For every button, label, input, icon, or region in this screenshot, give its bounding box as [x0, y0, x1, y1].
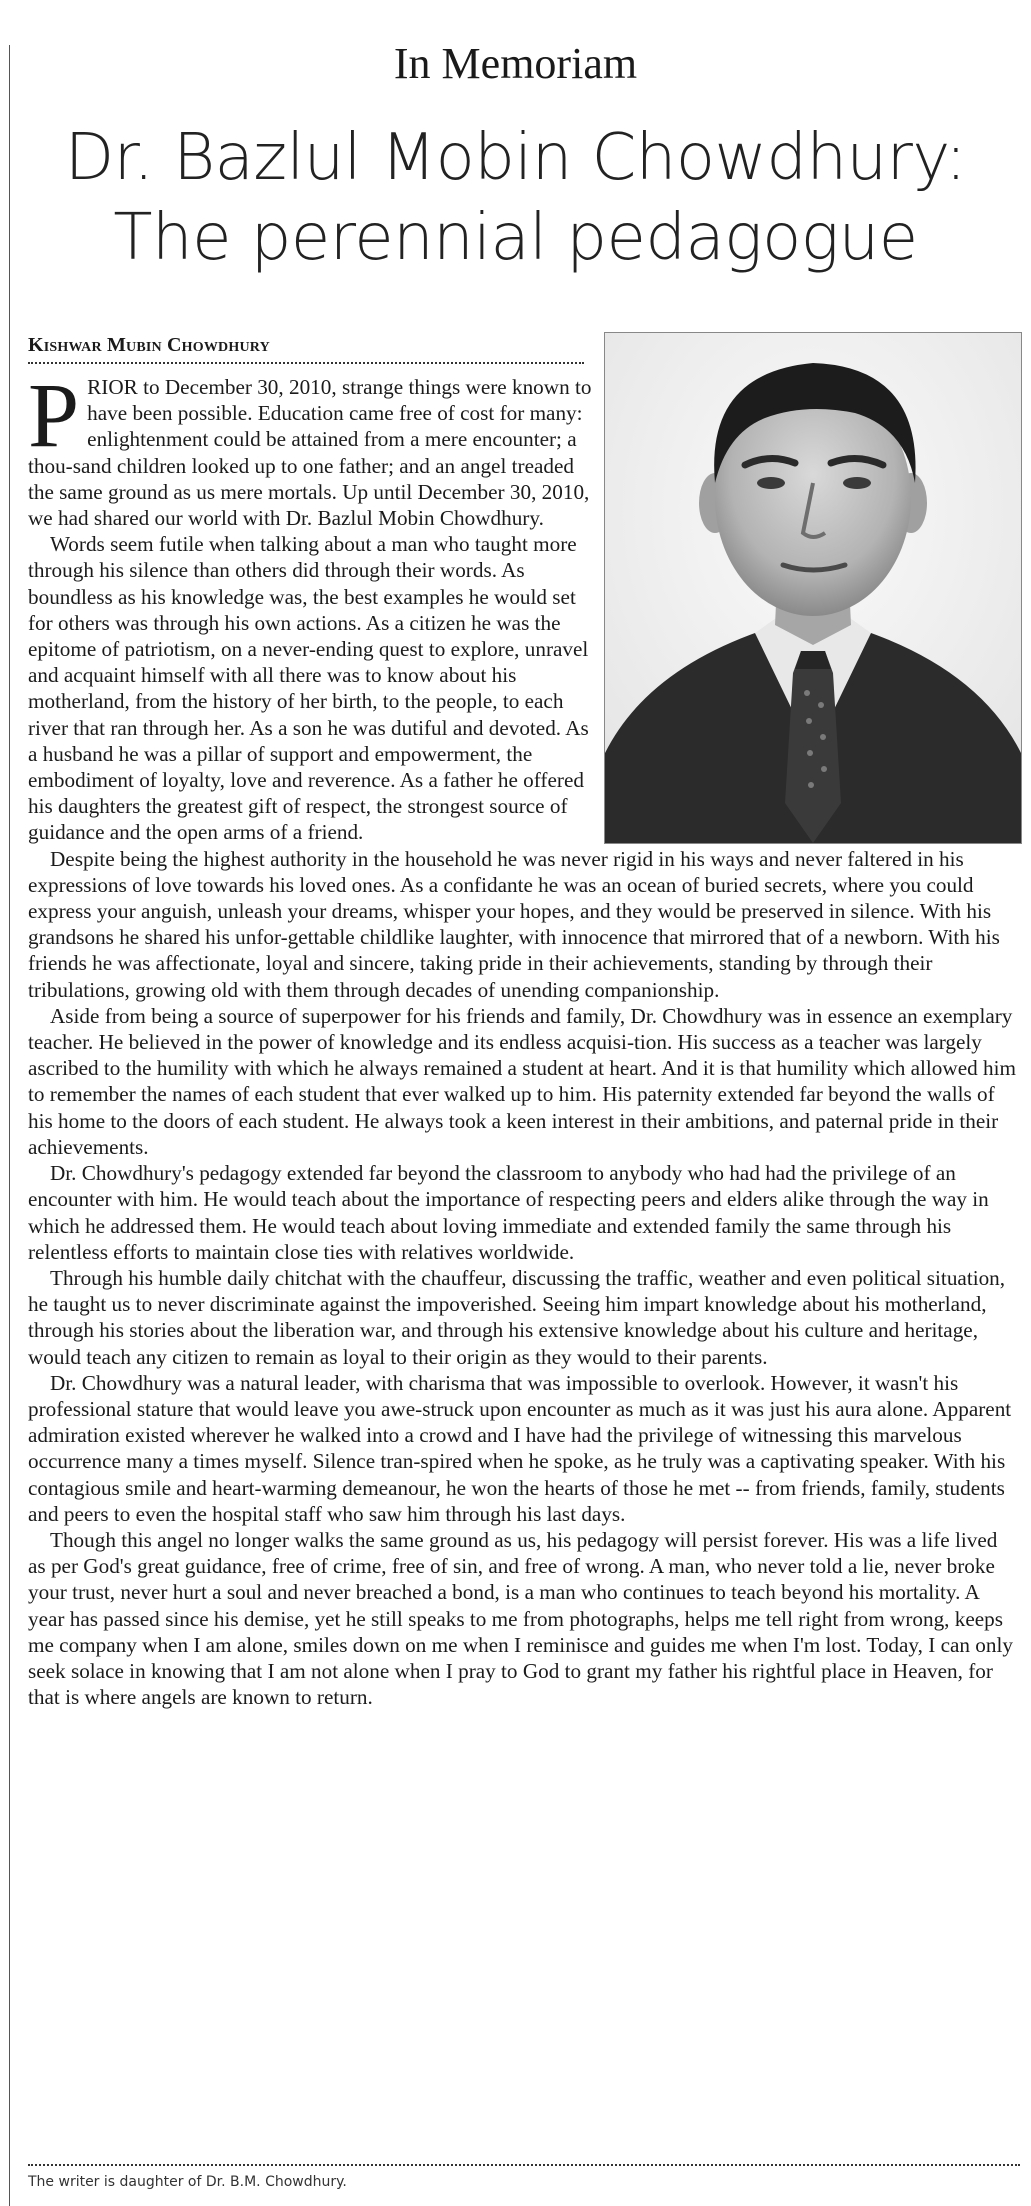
byline-divider — [28, 362, 584, 364]
photo-wrap-spacer — [594, 374, 1020, 844]
paragraph-8: Though this angel no longer walks the same ground as us, his pedagogy will persist forever. His was a life lived as per God's great guidance, free of crime, free of sin, and free of wrong. A man, who never told a lie, never broke your trust, never hurt a soul and never breached a bond, is a man who continues to teach beyond his mortality. A year has passed since his demise, yet he still speaks to me from photographs, helps me tell right from wrong, keeps me company when I am alone, smiles down on me when I reminisce and guides me when I'm lost. Today, I can only seek solace in knowing that I am not alone when I pray to God to grant my father his rightful place in Heaven, for that is where angels are known to return. — [28, 1527, 1013, 1710]
paragraph-3: Despite being the highest authority in the household he was never rigid in his ways and never faltered in his expressions of love towards his loved ones. As a confidante he was an ocean of buried secrets, where you could express your anguish, unleash your dreams, whisper your hopes, and they would be preserved in silence. With his grandsons he shared his unfor-gettable childlike laughter, with innocence that mirrored that of a newborn. With his friends he was affectionate, loyal and sincere, taking pride in their achievements, standing by through their tribulations, growing old with them through decades of unending companionship. — [28, 846, 1000, 1002]
byline: Kishwar Mubin Chowdhury — [28, 334, 270, 356]
article-body — [28, 364, 1020, 1710]
paragraph-1-text: RIOR to December 30, 2010, strange things were known to have been possible. Education came free of cost for many: enlightenment could be attained from a mere encounter; a thou-sand children looked up to one father; and an angel treaded the same ground as us mere mortals. Up until December 30, 2010, we had shared our world with Dr. Bazlul Mobin Chowdhury. — [28, 375, 592, 531]
headline-line-1: Dr. Bazlul Mobin Chowdhury: — [64, 121, 967, 195]
paragraph-5: Dr. Chowdhury's pedagogy extended far beyond the classroom to anybody who had had the privilege of an encounter with him. He would teach about the importance of respecting peers and elders alike through the way in which he addressed them. He would teach about loving immediate and extended family the same through his relentless efforts to maintain close ties with relatives worldwide. — [28, 1161, 989, 1264]
paragraph-7: Dr. Chowdhury was a natural leader, with charisma that was impossible to overlook. However, it wasn't his professional stature that would leave you awe-struck upon encounter as much as it was just his aura alone. Apparent admiration existed wherever he walked into a crowd and I have had the privilege of witnessing this marvelous occurrence many a times myself. Silence tran-spired when he spoke, as he truly was a captivating speaker. With his contagious smile and heart-warming demeanour, he won the hearts of those he met -- from friends, family, students and peers to even the hospital staff who saw him through his last days. — [28, 1370, 1012, 1526]
headline — [0, 118, 1031, 278]
author-note: The writer is daughter of Dr. B.M. Chowdhury. — [28, 2174, 347, 2190]
drop-cap: P — [28, 364, 80, 466]
footer-divider — [28, 2164, 1020, 2166]
headline-line-2: The perennial pedagogue — [113, 201, 918, 275]
column-rule — [9, 45, 10, 2206]
section-kicker: In Memoriam — [393, 39, 638, 88]
paragraph-6: Through his humble daily chitchat with the chauffeur, discussing the traffic, weather and even political situation, he taught us to never discriminate against the impoverished. Seeing him impart knowledge about his motherland, through his stories about the liberation war, and through his extensive knowledge about his culture and heritage, would teach any citizen to remain as loyal to their origin as they would to their parents. — [28, 1265, 1006, 1369]
paragraph-4: Aside from being a source of superpower for his friends and family, Dr. Chowdhury was in essence an exemplary teacher. He believed in the power of knowledge and its endless acquisi-tion. His success as a teacher was largely ascribed to the humility with which he always remained a student at heart. And it is that humility which allowed him to remember the names of each student that ever walked up to him. His paternity extended far beyond the walls of his home to the doors of each student. He always took a keen interest in their ambitions, and paternal pride in their achievements. — [28, 1003, 1016, 1159]
paragraph-2: Words seem futile when talking about a man who taught more through his silence than others did through their words. As boundless as his knowledge was, the best examples he would set for others was through his own actions. As a citizen he was the epitome of patriotism, on a never-ending quest to explore, unravel and acquaint himself with all there was to know about his motherland, from the history of her birth, to the people, to each river that ran through her. As a son he was dutiful and devoted. As a husband he was a pillar of support and empowerment, the embodiment of loyalty, love and reverence. As a father he offered his daughters the greatest gift of respect, the strongest source of guidance and the open arms of a friend. — [28, 532, 589, 845]
